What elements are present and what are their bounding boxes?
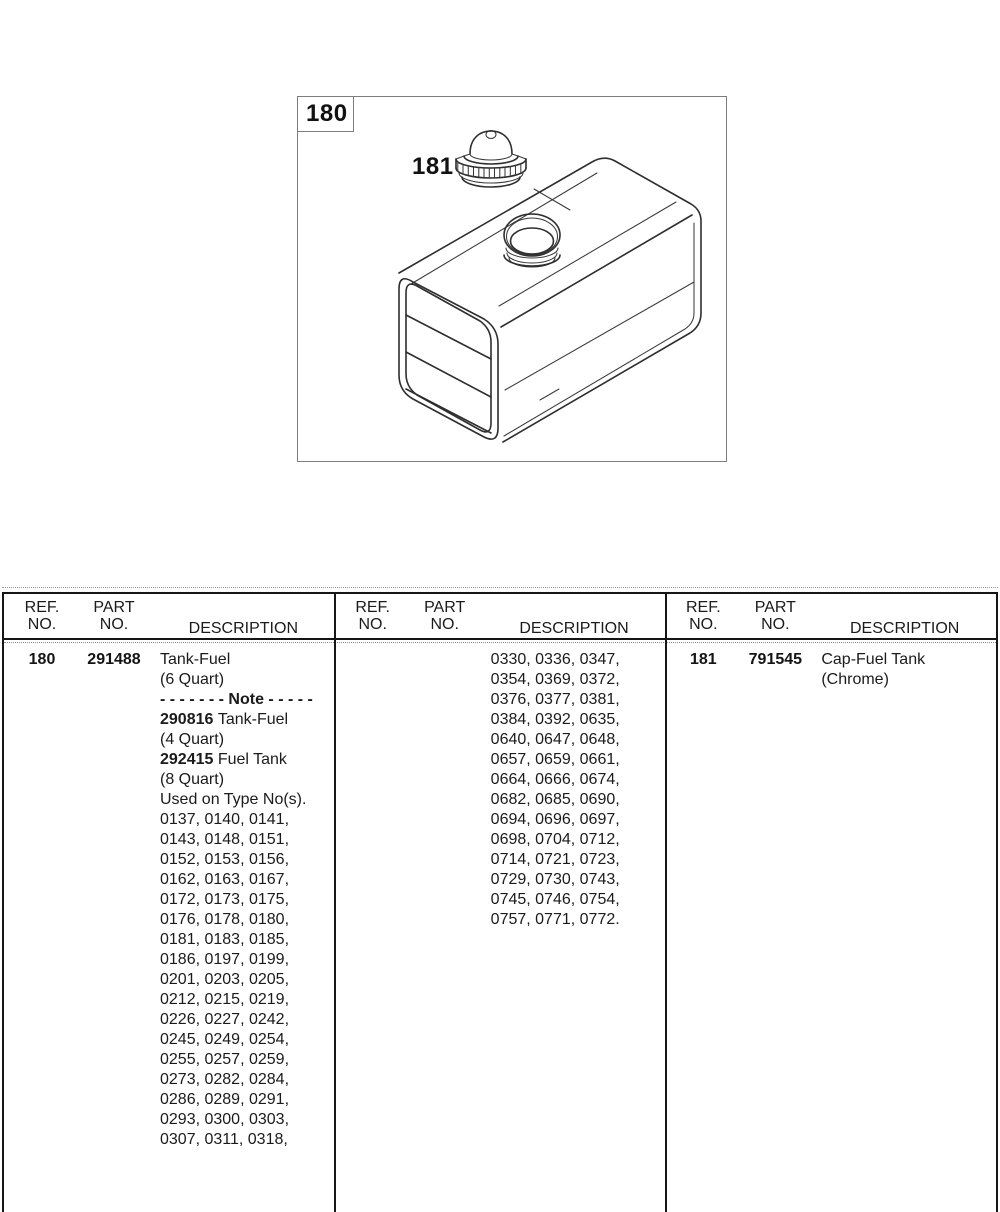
description-line: 0212, 0215, 0219, [160, 991, 290, 1008]
part-no-value [401, 650, 489, 930]
header-col-3 [665, 594, 996, 638]
tank-front-face-drawing [399, 279, 498, 439]
header-part-no: PART NO. [93, 599, 135, 633]
part-no-value: 791545 [748, 651, 803, 668]
tank-body-drawing [399, 158, 701, 442]
description-line: 0694, 0696, 0697, [490, 811, 620, 828]
parts-column-2 [335, 650, 666, 930]
description-line: Used on Type No(s). [160, 791, 307, 808]
table-top-dotted-rule [2, 587, 998, 588]
header-description: DESCRIPTION [188, 620, 298, 637]
description-line: 0384, 0392, 0635, [490, 711, 620, 728]
description-line: 0172, 0173, 0175, [160, 891, 290, 908]
table-header-row [4, 594, 996, 640]
description-line: (8 Quart) [160, 771, 225, 788]
description-line: 0640, 0647, 0648, [490, 731, 620, 748]
description-line: 0729, 0730, 0743, [490, 871, 620, 888]
header-col-1 [4, 594, 335, 638]
description-line: 0181, 0183, 0185, [160, 931, 290, 948]
header-part-no: PART NO. [754, 599, 796, 633]
description-cell [819, 650, 990, 690]
description-line: 0714, 0721, 0723, [490, 851, 620, 868]
table-body [4, 643, 996, 1150]
fuel-cap-drawing [456, 131, 526, 188]
description-line: (4 Quart) [160, 731, 225, 748]
description-line: 0245, 0249, 0254, [160, 1031, 290, 1048]
parts-table [2, 592, 998, 1212]
header-ref-no: REF. NO. [24, 599, 60, 633]
description-line: Tank-Fuel [160, 651, 231, 668]
description-line: 0293, 0300, 0303, [160, 1111, 290, 1128]
tank-top-edge-parallel [411, 173, 597, 284]
tank-strap-1 [406, 315, 491, 359]
column-divider-2 [665, 594, 667, 1212]
description-line: 292415 Fuel Tank [160, 751, 287, 768]
description-line: 0255, 0257, 0259, [160, 1051, 290, 1068]
description-line: 0137, 0140, 0141, [160, 811, 290, 828]
description-line: Cap-Fuel Tank [821, 651, 926, 668]
fuel-tank-illustration [298, 97, 728, 463]
ref-no-value: 181 [689, 651, 717, 668]
description-line: 0143, 0148, 0151, [160, 831, 290, 848]
tank-side-tick [540, 389, 559, 400]
description-cell [489, 650, 660, 930]
description-line: 0757, 0771, 0772. [490, 911, 620, 928]
description-line: 0682, 0685, 0690, [490, 791, 620, 808]
description-line: 0376, 0377, 0381, [490, 691, 620, 708]
description-line: 0152, 0153, 0156, [160, 851, 290, 868]
tank-strap-3 [406, 389, 491, 433]
description-line: 0286, 0289, 0291, [160, 1091, 290, 1108]
description-line: - - - - - - - Note - - - - - [160, 691, 313, 708]
header-part-no: PART NO. [424, 599, 466, 633]
description-line: 0354, 0369, 0372, [490, 671, 620, 688]
description-line: 0664, 0666, 0674, [490, 771, 620, 788]
description-line: (Chrome) [821, 671, 889, 688]
header-ref-no: REF. NO. [355, 599, 390, 633]
diagram-ref-label [297, 96, 354, 132]
description-line: 0162, 0163, 0167, [160, 871, 290, 888]
header-ref-no: REF. NO. [686, 599, 721, 633]
header-description: DESCRIPTION [850, 620, 960, 637]
column-divider-1 [334, 594, 336, 1212]
ref-no-value [345, 650, 401, 930]
description-cell [158, 650, 329, 1150]
cap-ref-label: 181 [412, 153, 454, 180]
diagram-ref-label-text: 180 [306, 100, 348, 127]
parts-column-3 [665, 650, 996, 690]
description-line: 0745, 0746, 0754, [490, 891, 620, 908]
tank-side-seam [505, 282, 694, 390]
description-line: 0186, 0197, 0199, [160, 951, 290, 968]
diagram-frame [297, 96, 727, 462]
parts-column-1 [4, 650, 335, 1150]
part-no-value: 291488 [87, 651, 141, 668]
description-line: 0201, 0203, 0205, [160, 971, 290, 988]
header-description: DESCRIPTION [519, 620, 629, 637]
description-line: 0330, 0336, 0347, [490, 651, 620, 668]
description-line: 290816 Tank-Fuel [160, 711, 289, 728]
ref-no-value: 180 [28, 651, 56, 668]
tank-corner-edge [501, 215, 692, 327]
description-line: 0307, 0311, 0318, [160, 1131, 288, 1148]
filler-neck-drawing [504, 214, 560, 267]
description-line: 0273, 0282, 0284, [160, 1071, 290, 1088]
description-line: 0176, 0178, 0180, [160, 911, 290, 928]
tank-strap-2 [406, 352, 491, 397]
description-line: (6 Quart) [160, 671, 225, 688]
description-line: 0698, 0704, 0712, [490, 831, 620, 848]
header-col-2 [335, 594, 666, 638]
description-line: 0657, 0659, 0661, [490, 751, 620, 768]
description-line: 0226, 0227, 0242, [160, 1011, 290, 1028]
